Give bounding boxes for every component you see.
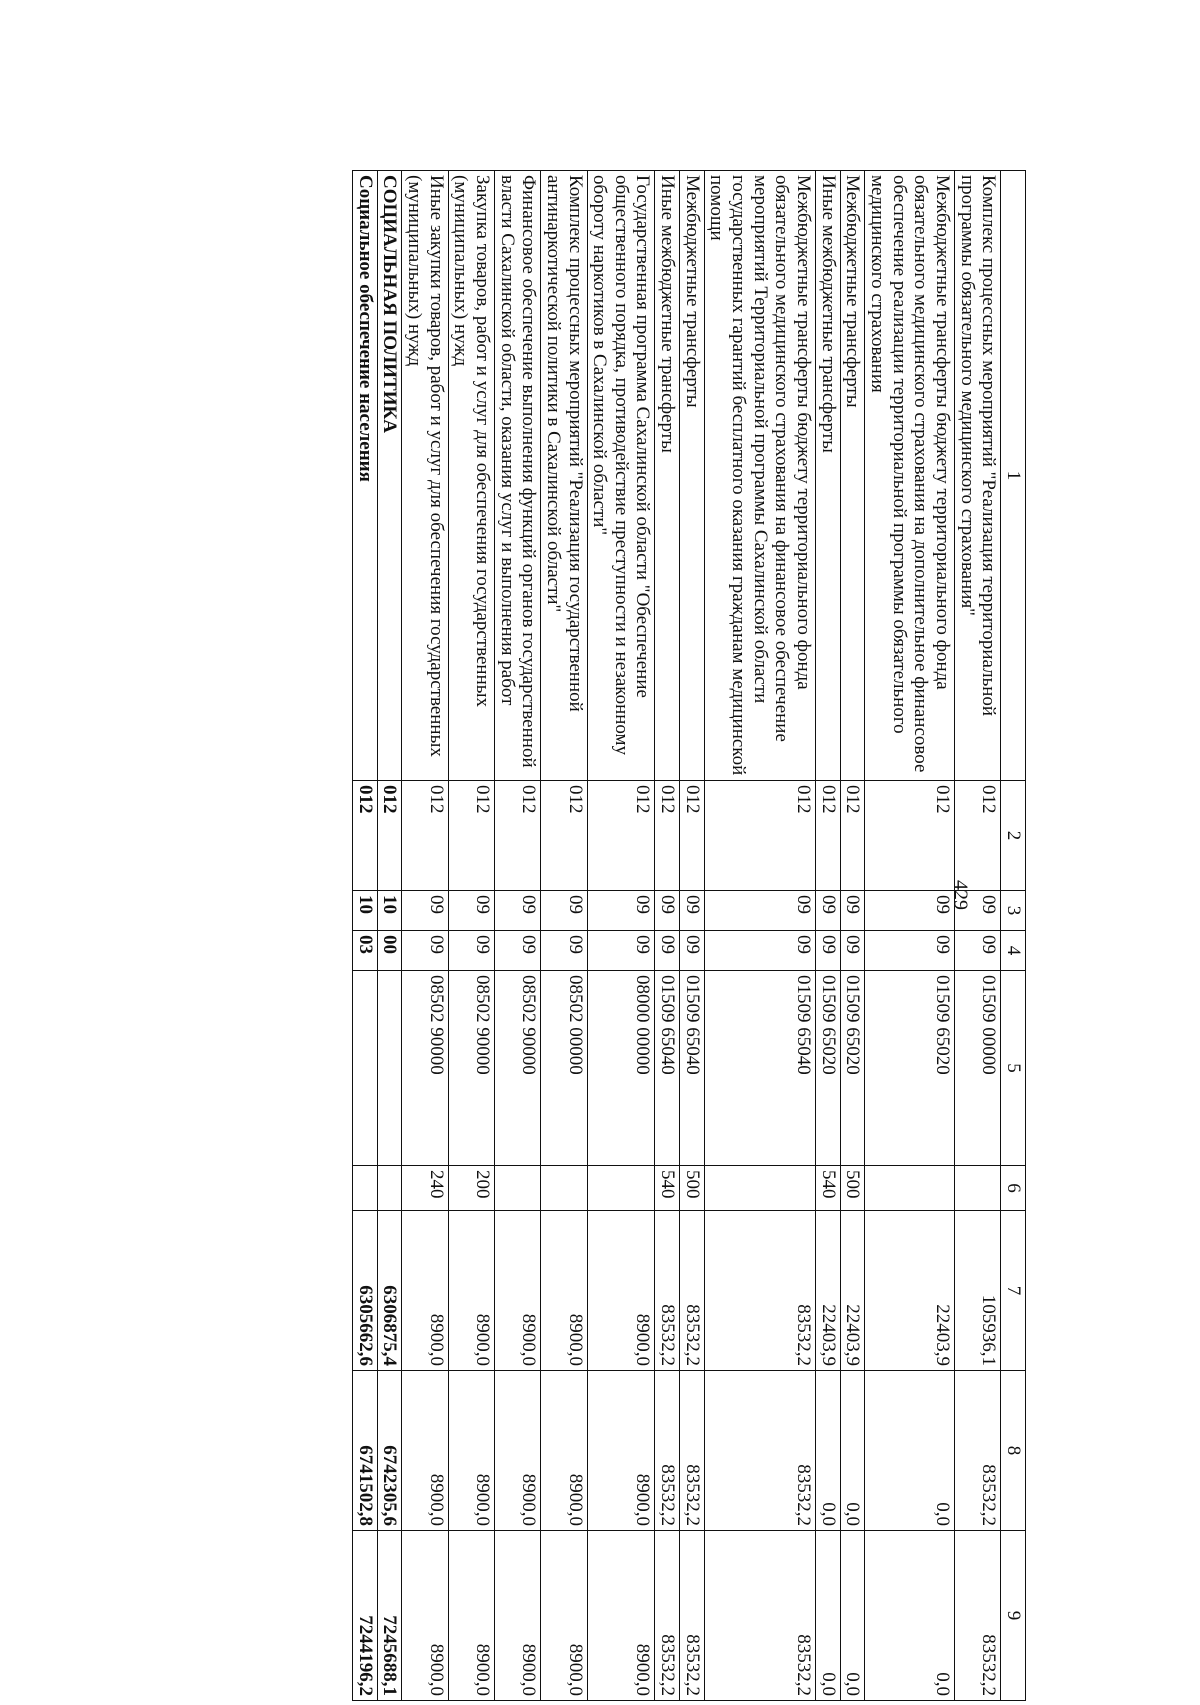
amount-year-3: 8900,0 bbox=[587, 1531, 655, 1701]
ministry-code: 012 bbox=[704, 781, 815, 891]
section-code: 09 bbox=[840, 891, 865, 931]
table-row bbox=[448, 171, 494, 1701]
ministry-code: 012 bbox=[494, 781, 540, 891]
column-number-6: 6 bbox=[1001, 1166, 1026, 1211]
amount-year-2: 83532,2 bbox=[655, 1371, 680, 1531]
amount-year-3: 83532,2 bbox=[680, 1531, 705, 1701]
amount-year-2: 0,0 bbox=[816, 1371, 841, 1531]
target-article-code: 01509 65040 bbox=[704, 971, 815, 1166]
amount-year-3: 83532,2 bbox=[655, 1531, 680, 1701]
expense-type-code bbox=[704, 1166, 815, 1211]
ministry-code: 012 bbox=[377, 781, 402, 891]
amount-year-2: 8900,0 bbox=[587, 1371, 655, 1531]
section-code: 10 bbox=[352, 891, 377, 931]
budget-table bbox=[352, 170, 1026, 1701]
section-code: 09 bbox=[955, 891, 1001, 931]
target-article-code: 01509 65040 bbox=[655, 971, 680, 1166]
row-name: Иные межбюджетные трансферты bbox=[655, 171, 680, 781]
amount-year-3: 7245688,1 bbox=[377, 1531, 402, 1701]
expense-type-code bbox=[541, 1166, 587, 1211]
amount-year-1: 8900,0 bbox=[541, 1211, 587, 1371]
expense-type-code bbox=[587, 1166, 655, 1211]
column-number-9: 9 bbox=[1001, 1531, 1026, 1701]
target-article-code: 01509 65020 bbox=[840, 971, 865, 1166]
row-name: Государственная программа Сахалинской области "Обеспечение общественного порядка, противодействие преступности и незаконному обороту наркотиков в Сахалинской области" bbox=[587, 171, 655, 781]
section-code: 09 bbox=[655, 891, 680, 931]
subsection-code: 03 bbox=[352, 931, 377, 971]
header-row bbox=[1001, 171, 1026, 1701]
subsection-code: 00 bbox=[377, 931, 402, 971]
amount-year-2: 0,0 bbox=[865, 1371, 955, 1531]
expense-type-code: 540 bbox=[816, 1166, 841, 1211]
amount-year-2: 8900,0 bbox=[541, 1371, 587, 1531]
expense-type-code: 200 bbox=[448, 1166, 494, 1211]
section-code: 09 bbox=[448, 891, 494, 931]
amount-year-1: 8900,0 bbox=[402, 1211, 448, 1371]
row-name: Иные закупки товаров, работ и услуг для обеспечения государственных (муниципальных) нужд bbox=[402, 171, 448, 781]
amount-year-3: 0,0 bbox=[816, 1531, 841, 1701]
section-code: 09 bbox=[541, 891, 587, 931]
expense-type-code: 500 bbox=[840, 1166, 865, 1211]
subsection-code: 09 bbox=[955, 931, 1001, 971]
target-article-code: 08502 90000 bbox=[448, 971, 494, 1166]
row-name: Межбюджетные трансферты бюджету территориального фонда обязательного медицинского страхования на дополнительное финансовое обеспечение реализации территориальной программы обязательного медицинского страхования bbox=[865, 171, 955, 781]
table-row bbox=[377, 171, 402, 1701]
amount-year-1: 105936,1 bbox=[955, 1211, 1001, 1371]
subsection-code: 09 bbox=[865, 931, 955, 971]
row-name: Межбюджетные трансферты bbox=[840, 171, 865, 781]
table-row bbox=[680, 171, 705, 1701]
table-row bbox=[816, 171, 841, 1701]
amount-year-2: 8900,0 bbox=[494, 1371, 540, 1531]
row-name: Комплекс процессных мероприятий "Реализация территориальной программы обязательного медицинского страхования" bbox=[955, 171, 1001, 781]
amount-year-2: 8900,0 bbox=[448, 1371, 494, 1531]
amount-year-3: 8900,0 bbox=[541, 1531, 587, 1701]
amount-year-2: 83532,2 bbox=[680, 1371, 705, 1531]
row-name: Закупка товаров, работ и услуг для обеспечения государственных (муниципальных) нужд bbox=[448, 171, 494, 781]
expense-type-code: 540 bbox=[655, 1166, 680, 1211]
section-code: 09 bbox=[494, 891, 540, 931]
table-row bbox=[587, 171, 655, 1701]
ministry-code: 012 bbox=[352, 781, 377, 891]
ministry-code: 012 bbox=[541, 781, 587, 891]
subsection-code: 09 bbox=[402, 931, 448, 971]
amount-year-3: 8900,0 bbox=[448, 1531, 494, 1701]
amount-year-1: 8900,0 bbox=[494, 1211, 540, 1371]
section-code: 09 bbox=[704, 891, 815, 931]
expense-type-code: 240 bbox=[402, 1166, 448, 1211]
rotated-table-container bbox=[66, 170, 1026, 1700]
expense-type-code bbox=[955, 1166, 1001, 1211]
expense-type-code bbox=[865, 1166, 955, 1211]
section-code: 09 bbox=[865, 891, 955, 931]
amount-year-1: 8900,0 bbox=[448, 1211, 494, 1371]
amount-year-1: 22403,9 bbox=[865, 1211, 955, 1371]
target-article-code: 01509 65020 bbox=[865, 971, 955, 1166]
table-row bbox=[352, 171, 377, 1701]
table-row bbox=[955, 171, 1001, 1701]
amount-year-1: 8900,0 bbox=[587, 1211, 655, 1371]
ministry-code: 012 bbox=[955, 781, 1001, 891]
amount-year-2: 83532,2 bbox=[955, 1371, 1001, 1531]
amount-year-2: 0,0 bbox=[840, 1371, 865, 1531]
amount-year-3: 0,0 bbox=[840, 1531, 865, 1701]
row-name: Социальное обеспечение населения bbox=[352, 171, 377, 781]
page-number: 429 bbox=[949, 880, 972, 910]
table-row bbox=[840, 171, 865, 1701]
target-article-code: 01509 65040 bbox=[680, 971, 705, 1166]
amount-year-1: 83532,2 bbox=[704, 1211, 815, 1371]
subsection-code: 09 bbox=[704, 931, 815, 971]
amount-year-2: 83532,2 bbox=[704, 1371, 815, 1531]
column-number-1: 1 bbox=[1001, 171, 1026, 781]
ministry-code: 012 bbox=[816, 781, 841, 891]
section-code: 10 bbox=[377, 891, 402, 931]
target-article-code: 08502 90000 bbox=[402, 971, 448, 1166]
amount-year-1: 6305662,6 bbox=[352, 1211, 377, 1371]
subsection-code: 09 bbox=[541, 931, 587, 971]
amount-year-1: 22403,9 bbox=[840, 1211, 865, 1371]
section-code: 09 bbox=[816, 891, 841, 931]
amount-year-2: 6741502,8 bbox=[352, 1371, 377, 1531]
table-row bbox=[494, 171, 540, 1701]
ministry-code: 012 bbox=[655, 781, 680, 891]
amount-year-1: 6306875,4 bbox=[377, 1211, 402, 1371]
section-code: 09 bbox=[680, 891, 705, 931]
row-name: Финансовое обеспечение выполнения функций органов государственной власти Сахалинской области, оказания услуг и выполнения работ bbox=[494, 171, 540, 781]
ministry-code: 012 bbox=[865, 781, 955, 891]
ministry-code: 012 bbox=[448, 781, 494, 891]
amount-year-1: 83532,2 bbox=[655, 1211, 680, 1371]
row-name: СОЦИАЛЬНАЯ ПОЛИТИКА bbox=[377, 171, 402, 781]
target-article-code: 01509 00000 bbox=[955, 971, 1001, 1166]
amount-year-1: 83532,2 bbox=[680, 1211, 705, 1371]
column-number-7: 7 bbox=[1001, 1211, 1026, 1371]
target-article-code: 08502 90000 bbox=[494, 971, 540, 1166]
row-name: Межбюджетные трансферты bbox=[680, 171, 705, 781]
subsection-code: 09 bbox=[448, 931, 494, 971]
amount-year-3: 8900,0 bbox=[494, 1531, 540, 1701]
subsection-code: 09 bbox=[840, 931, 865, 971]
expense-type-code: 500 bbox=[680, 1166, 705, 1211]
row-name: Межбюджетные трансферты бюджету территориального фонда обязательного медицинского страхования на финансовое обеспечение мероприятий Территориальной программы Сахалинской области государственных гарантий бесплатного оказания гражданам медицинской помощи bbox=[704, 171, 815, 781]
target-article-code bbox=[377, 971, 402, 1166]
expense-type-code bbox=[494, 1166, 540, 1211]
column-number-2: 2 bbox=[1001, 781, 1026, 891]
amount-year-2: 8900,0 bbox=[402, 1371, 448, 1531]
amount-year-3: 8900,0 bbox=[402, 1531, 448, 1701]
subsection-code: 09 bbox=[587, 931, 655, 971]
subsection-code: 09 bbox=[816, 931, 841, 971]
table-row bbox=[402, 171, 448, 1701]
subsection-code: 09 bbox=[494, 931, 540, 971]
target-article-code: 01509 65020 bbox=[816, 971, 841, 1166]
table-row bbox=[541, 171, 587, 1701]
amount-year-3: 0,0 bbox=[865, 1531, 955, 1701]
amount-year-3: 7244196,2 bbox=[352, 1531, 377, 1701]
subsection-code: 09 bbox=[655, 931, 680, 971]
column-number-5: 5 bbox=[1001, 971, 1026, 1166]
ministry-code: 012 bbox=[680, 781, 705, 891]
target-article-code bbox=[352, 971, 377, 1166]
target-article-code: 08000 00000 bbox=[587, 971, 655, 1166]
amount-year-2: 6742305,6 bbox=[377, 1371, 402, 1531]
column-number-8: 8 bbox=[1001, 1371, 1026, 1531]
table-row bbox=[865, 171, 955, 1701]
section-code: 09 bbox=[402, 891, 448, 931]
ministry-code: 012 bbox=[587, 781, 655, 891]
row-name: Иные межбюджетные трансферты bbox=[816, 171, 841, 781]
amount-year-3: 83532,2 bbox=[955, 1531, 1001, 1701]
section-code: 09 bbox=[587, 891, 655, 931]
expense-type-code bbox=[377, 1166, 402, 1211]
row-name: Комплекс процессных мероприятий "Реализация государственной антинаркотической политики в Сахалинской области" bbox=[541, 171, 587, 781]
ministry-code: 012 bbox=[840, 781, 865, 891]
table-row bbox=[704, 171, 815, 1701]
table-row bbox=[655, 171, 680, 1701]
column-number-4: 4 bbox=[1001, 931, 1026, 971]
ministry-code: 012 bbox=[402, 781, 448, 891]
subsection-code: 09 bbox=[680, 931, 705, 971]
expense-type-code bbox=[352, 1166, 377, 1211]
column-number-3: 3 bbox=[1001, 891, 1026, 931]
amount-year-3: 83532,2 bbox=[704, 1531, 815, 1701]
amount-year-1: 22403,9 bbox=[816, 1211, 841, 1371]
target-article-code: 08502 00000 bbox=[541, 971, 587, 1166]
